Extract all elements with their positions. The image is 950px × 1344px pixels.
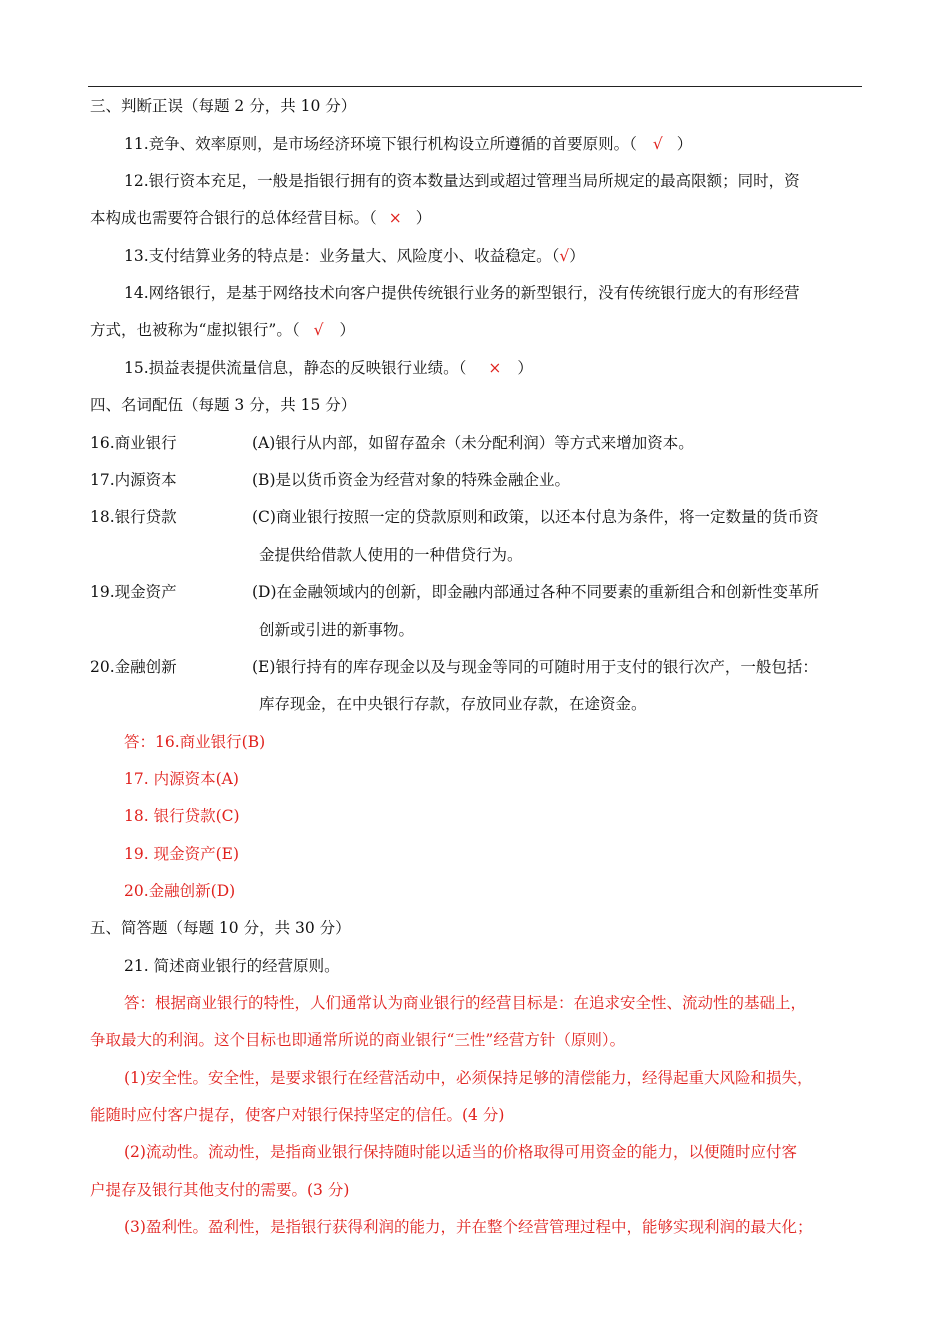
answer-21-line2: 争取最大的利润。这个目标也即通常所说的商业银行“三性”经营方针（原则）。 <box>90 1031 626 1049</box>
term-19: 19.现金资产 <box>90 583 177 601</box>
definition-e-line2: 库存现金，在中央银行存款，存放同业存款，在途资金。 <box>259 695 647 713</box>
definition-c-line2: 金提供给借款人使用的一种借贷行为。 <box>259 546 523 564</box>
question-11-text: 11.竞争、效率原则，是市场经济环境下银行机构设立所遵循的首要原则。（ <box>124 135 637 153</box>
answer-21-line5: (2)流动性。流动性，是指商业银行保持随时能以适当的价格取得可用资金的能力，以便随时应付客 <box>124 1143 797 1161</box>
definition-e-line1: (E)银行持有的库存现金以及与现金等同的可随时用于支付的银行次产，一般包括： <box>252 658 818 676</box>
question-12-line1: 12.银行资本充足，一般是指银行拥有的资本数量达到或超过管理当局所规定的最高限额；同时，资 <box>124 172 800 190</box>
question-21: 21. 简述商业银行的经营原则。 <box>124 957 340 975</box>
term-16: 16.商业银行 <box>90 434 177 452</box>
question-12-text: 本构成也需要符合银行的总体经营目标。（ <box>90 209 377 227</box>
question-14-line1: 14.网络银行，是基于网络技术向客户提供传统银行业务的新型银行，没有传统银行庞大的有形经营 <box>124 284 800 302</box>
header-rule <box>88 86 862 87</box>
answer-mark-cross: × <box>388 209 402 227</box>
question-13 <box>124 246 585 266</box>
term-20: 20.金融创新 <box>90 658 177 676</box>
question-12-close: ） <box>415 209 432 227</box>
question-14-close: ） <box>339 321 356 339</box>
section5-heading: 五、简答题（每题 10 分，共 30 分） <box>90 919 351 937</box>
question-15 <box>124 358 533 378</box>
term-18: 18.银行贷款 <box>90 508 177 526</box>
question-15-close: ） <box>517 359 533 377</box>
answer-20: 20.金融创新(D) <box>124 882 236 900</box>
answer-19: 19. 现金资产(E) <box>124 845 239 863</box>
question-14-text: 方式，也被称为“虚拟银行”。（ <box>90 321 300 339</box>
definition-a: (A)银行从内部，如留存盈余（未分配利润）等方式来增加资本。 <box>252 434 694 452</box>
question-13-close: ） <box>569 247 585 265</box>
answer-mark-check: √ <box>652 135 663 153</box>
question-14-line2 <box>90 320 355 340</box>
answer-mark-cross: × <box>488 359 502 377</box>
question-11-close: ） <box>676 135 693 153</box>
answer-21-line6: 户提存及银行其他支付的需要。(3 分) <box>90 1181 350 1199</box>
question-12-line2 <box>90 208 431 228</box>
answer-18: 18. 银行贷款(C) <box>124 807 240 825</box>
section3-heading: 三、判断正误（每题 2 分，共 10 分） <box>90 97 357 115</box>
definition-b: (B)是以货币资金为经营对象的特殊金融企业。 <box>252 471 570 489</box>
question-15-text: 15.损益表提供流量信息，静态的反映银行业绩。（ <box>124 359 467 377</box>
definition-d-line1: (D)在金融领域内的创新，即金融内部通过各种不同要素的重新组合和创新性变革所 <box>252 583 820 601</box>
answer-21-line7: (3)盈利性。盈利性，是指银行获得利润的能力，并在整个经营管理过程中，能够实现利润的最大化； <box>124 1218 813 1236</box>
answer-mark-check: √ <box>313 321 324 339</box>
answer-mark-check: √ <box>559 247 570 265</box>
answer-16: 答：16.商业银行(B) <box>124 733 266 751</box>
section4-heading: 四、名词配伍（每题 3 分，共 15 分） <box>90 396 357 414</box>
answer-21-line4: 能随时应付客户提存，使客户对银行保持坚定的信任。(4 分) <box>90 1106 505 1124</box>
term-17: 17.内源资本 <box>90 471 177 489</box>
question-13-text: 13.支付结算业务的特点是：业务量大、风险度小、收益稳定。（ <box>124 247 560 265</box>
question-11 <box>124 134 692 154</box>
answer-21-line3: (1)安全性。安全性，是要求银行在经营活动中，必须保持足够的清偿能力，经得起重大风险和损失， <box>124 1069 813 1087</box>
answer-21-line1: 答：根据商业银行的特性，人们通常认为商业银行的经营目标是：在追求安全性、流动性的基础上， <box>124 994 807 1012</box>
definition-d-line2: 创新或引进的新事物。 <box>259 621 415 639</box>
definition-c-line1: (C)商业银行按照一定的贷款原则和政策，以还本付息为条件，将一定数量的货币资 <box>252 508 819 526</box>
answer-17: 17. 内源资本(A) <box>124 770 239 788</box>
